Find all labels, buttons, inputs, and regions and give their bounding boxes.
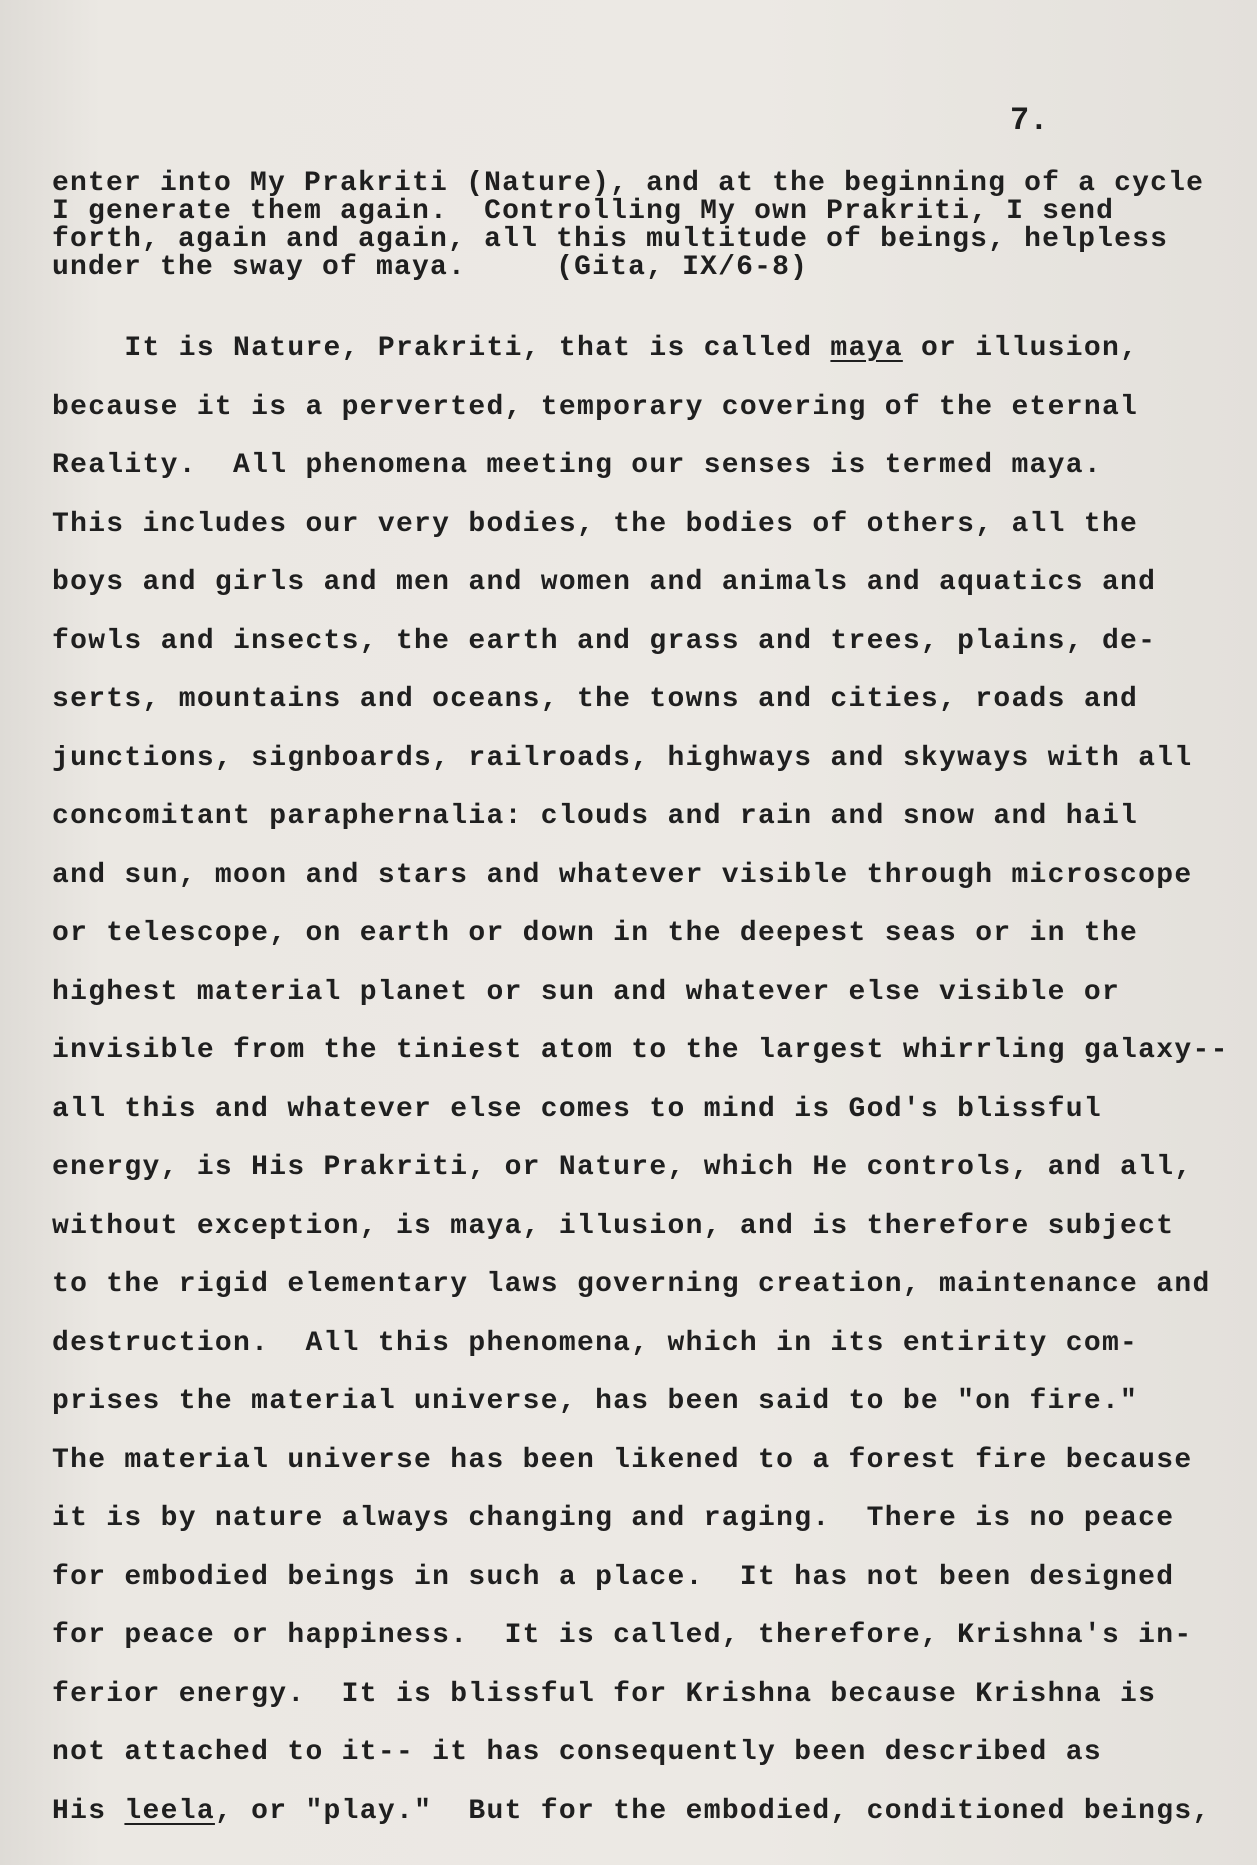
body-line: without exception, is maya, illusion, and is therefore subject (52, 1210, 1175, 1242)
body-paragraph (52, 320, 1232, 1841)
quote-line: enter into My Prakriti (Nature), and at the beginning of a cycle (52, 168, 1205, 199)
body-line: because it is a perverted, temporary covering of the eternal (52, 391, 1139, 423)
body-line-tail: or illusion, (902, 333, 1139, 364)
body-line: energy, is His Prakriti, or Nature, which He controls, and all, (52, 1152, 1193, 1183)
body-line: for embodied beings in such a place. It has not been designed (52, 1561, 1175, 1593)
gita-quote-block (52, 168, 1205, 283)
body-line (52, 320, 1232, 379)
quote-line: I generate them again. Controlling My own Prakriti, I send (52, 196, 1115, 227)
quote-line: forth, again and again, all this multitude of beings, helpless (52, 224, 1169, 255)
body-line-text: It is Nature, Prakriti, that is called (52, 333, 831, 364)
page-number: 7. (1010, 102, 1049, 139)
body-line: prises the material universe, has been said to be "on fire." (52, 1386, 1139, 1417)
body-line: This includes our very bodies, the bodies of others, all the (52, 508, 1139, 540)
body-line: not attached to it-- it has consequently been described as (52, 1737, 1102, 1768)
body-line: concomitant paraphernalia: clouds and rain and snow and hail (52, 801, 1139, 832)
body-line-tail: , or "play." But for the embodied, conditioned beings, (214, 1795, 1211, 1827)
body-line-text: His (52, 1795, 125, 1827)
body-line: and sun, moon and stars and whatever visible through microscope (52, 859, 1193, 891)
body-line: fowls and insects, the earth and grass and trees, plains, de- (52, 625, 1157, 657)
body-line: junctions, signboards, railroads, highways and skyways with all (52, 742, 1193, 774)
body-line: all this and whatever else comes to mind is God's blissful (52, 1093, 1102, 1125)
body-line: to the rigid elementary laws governing creation, maintenance and (52, 1269, 1211, 1300)
body-line: serts, mountains and oceans, the towns and cities, roads and (52, 684, 1139, 715)
body-line: The material universe has been likened to a forest fire because (52, 1444, 1193, 1476)
body-line: Reality. All phenomena meeting our senses is termed maya. (52, 450, 1102, 481)
body-line (52, 1783, 1232, 1842)
quote-line: under the sway of maya. (Gita, IX/6-8) (52, 252, 809, 283)
body-line: or telescope, on earth or down in the deepest seas or in the (52, 918, 1139, 949)
body-line: invisible from the tiniest atom to the largest whirrling galaxy-- (52, 1035, 1229, 1066)
underlined-term-maya: maya (830, 333, 903, 364)
body-line: ferior energy. It is blissful for Krishna because Krishna is (52, 1678, 1157, 1710)
body-line: destruction. All this phenomena, which in its entirity com- (52, 1327, 1139, 1359)
body-line: for peace or happiness. It is called, therefore, Krishna's in- (52, 1620, 1193, 1651)
body-line: boys and girls and men and women and animals and aquatics and (52, 567, 1157, 598)
body-line: highest material planet or sun and whatever else visible or (52, 976, 1121, 1008)
underlined-term-leela: leela (124, 1795, 215, 1827)
body-line: it is by nature always changing and raging. There is no peace (52, 1503, 1175, 1534)
